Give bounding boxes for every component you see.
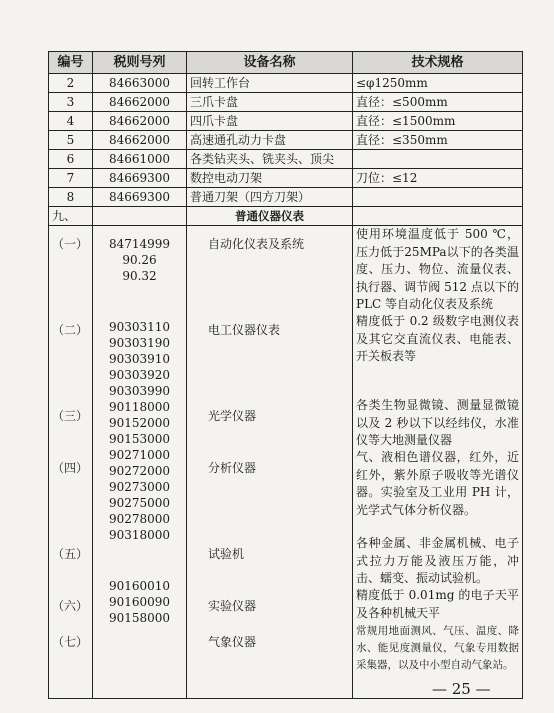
sub-name: 试验机 — [208, 547, 245, 561]
row-spec: 直径：≤500mm — [353, 93, 523, 112]
sub-number: （六） — [52, 599, 89, 613]
row-code: 84662000 — [93, 93, 187, 112]
row-name: 三爪卡盘 — [187, 93, 353, 112]
tariff-code: 90160090 — [108, 595, 171, 609]
row-code: 84669300 — [93, 169, 187, 188]
row-name: 回转工作台 — [187, 74, 353, 93]
table-row — [49, 112, 523, 131]
sub-spec: 各种金属、非金属机械、电子式拉力万能及液压万能，冲击、蠕变、振动试验机。 — [356, 536, 519, 585]
sub-number: （五） — [52, 547, 89, 561]
row-number: 3 — [49, 93, 93, 112]
tariff-code: 90152000 — [108, 416, 171, 430]
tariff-code: 90153000 — [108, 432, 171, 446]
sub-number: （一） — [52, 237, 89, 251]
section-title: 普通仪器仪表 — [187, 207, 353, 226]
tariff-code: 90303990 — [108, 384, 171, 398]
row-name: 高速通孔动力卡盘 — [187, 131, 353, 150]
sub-name: 自动化仪表及系统 — [208, 237, 305, 251]
tariff-code: 84714999 — [108, 237, 171, 251]
section-number: 九、 — [49, 207, 93, 226]
row-code: 84662000 — [93, 112, 187, 131]
equipment-table — [48, 51, 523, 699]
tariff-code: 90160010 — [108, 579, 171, 593]
row-code: 84663000 — [93, 74, 187, 93]
row-number: 5 — [49, 131, 93, 150]
sub-name: 分析仪器 — [208, 461, 257, 475]
table-row — [49, 169, 523, 188]
tariff-code: 90278000 — [108, 512, 171, 526]
row-code: 84662000 — [93, 131, 187, 150]
sub-number: （七） — [52, 635, 89, 649]
sub-spec: 精度低于 0.2 级数字电测仪表及其它交直流仪表、电能表、开关板表等 — [356, 314, 519, 363]
table-row — [49, 150, 523, 169]
page-number: — 25 — — [432, 680, 491, 698]
row-spec — [353, 150, 523, 169]
subsections-block — [49, 226, 523, 699]
header-number: 编号 — [49, 52, 93, 74]
tariff-code: 90.26 — [122, 253, 157, 267]
tariff-code: 90303110 — [108, 320, 171, 334]
table-row — [49, 188, 523, 207]
row-spec: 直径：≤350mm — [353, 131, 523, 150]
sub-number: （三） — [52, 409, 89, 423]
tariff-code: 90273000 — [108, 480, 171, 494]
row-spec: ≤φ1250mm — [353, 74, 523, 93]
sub-spec: 精度低于 0.01mg 的电子天平及各种机械天平 — [356, 588, 519, 620]
sub-codes — [96, 236, 183, 626]
row-number: 2 — [49, 74, 93, 93]
row-spec: 直径：≤1500mm — [353, 112, 523, 131]
table-row — [49, 74, 523, 93]
sub-spec: 使用环境温度低于 500 ℃，压力低于25MPa以下的各类温度、压力、物位、流量仪表、执行器、调节阀 512 点以下的 PLC 等自动化仪表及系统 — [356, 227, 519, 311]
sub-number: （二） — [52, 323, 89, 337]
header-spec: 技术规格 — [353, 52, 523, 74]
row-spec: 刀位：≤12 — [353, 169, 523, 188]
row-name: 四爪卡盘 — [187, 112, 353, 131]
row-name: 数控电动刀架 — [187, 169, 353, 188]
row-name: 各类钻夹头、铣夹头、顶尖 — [187, 150, 353, 169]
table-row — [49, 131, 523, 150]
table-header-row — [49, 52, 523, 74]
section-row — [49, 207, 523, 226]
row-number: 6 — [49, 150, 93, 169]
sub-name: 实验仪器 — [208, 599, 257, 613]
tariff-code: 90303190 — [108, 336, 171, 350]
tariff-code: 90275000 — [108, 496, 171, 510]
sub-name: 电工仪器仪表 — [208, 323, 281, 337]
tariff-code: 90.32 — [122, 269, 157, 283]
sub-number: （四） — [52, 461, 89, 475]
row-code: 84661000 — [93, 150, 187, 169]
sub-name: 光学仪器 — [208, 409, 257, 423]
tariff-code: 90318000 — [108, 528, 171, 542]
tariff-code: 90303910 — [108, 352, 171, 366]
row-code: 84669300 — [93, 188, 187, 207]
table-row — [49, 93, 523, 112]
tariff-code: 90303920 — [108, 368, 171, 382]
sub-spec: 常规用地面测风、气压、温度、降水、能见度测量仪，气象专用数据采集器，以及中小型自动气象站。 — [356, 625, 519, 671]
row-number: 7 — [49, 169, 93, 188]
row-number: 4 — [49, 112, 93, 131]
sub-name: 气象仪器 — [208, 635, 257, 649]
header-tariff-code: 税则号列 — [93, 52, 187, 74]
row-spec — [353, 188, 523, 207]
sub-spec: 气、液相色谱仪器，红外，近红外，紫外原子吸收等光谱仪器。实验室及工业用 PH 计，光学式气体分析仪器。 — [356, 450, 519, 517]
sub-spec: 各类生物显微镜、测量显微镜以及 2 秒以下以经纬仪，水准仪等大地测量仪器 — [356, 398, 519, 447]
tariff-code: 90271000 — [108, 448, 171, 462]
row-name: 普通刀架（四方刀架） — [187, 188, 353, 207]
tariff-code: 90158000 — [108, 611, 171, 625]
row-number: 8 — [49, 188, 93, 207]
tariff-code: 90118000 — [108, 400, 171, 414]
header-equipment-name: 设备名称 — [187, 52, 353, 74]
tariff-code: 90272000 — [108, 464, 171, 478]
